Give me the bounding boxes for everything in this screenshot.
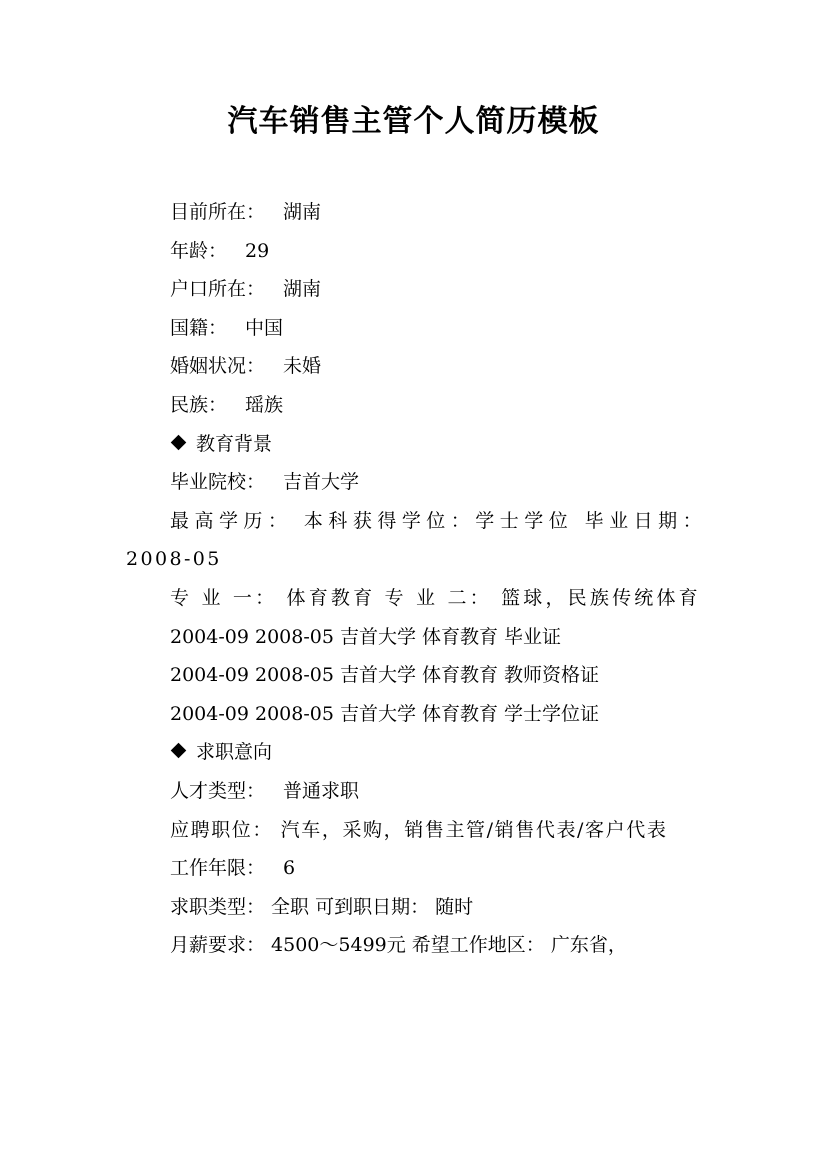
ethnicity-row (126, 386, 704, 425)
talent-type-label: 人才类型： (170, 779, 266, 802)
marital-row (126, 347, 704, 386)
intention-heading-row (126, 733, 704, 772)
education-heading: 教育背景 (196, 432, 273, 455)
nationality-value: 中国 (245, 316, 284, 339)
hukou-label: 户口所在： (170, 278, 266, 301)
location-row (126, 193, 704, 232)
location-label: 目前所在： (170, 201, 266, 223)
school-label: 毕业院校： (170, 471, 266, 494)
age-label: 年龄： (170, 239, 228, 262)
diamond-bullet-icon (171, 743, 187, 759)
diamond-bullet-icon (171, 434, 187, 450)
hukou-value: 湖南 (283, 278, 322, 301)
years-value: 6 (283, 857, 296, 880)
education-record: 2004-09 2008-05 吉首大学 体育教育 毕业证 (170, 625, 562, 648)
ethnicity-value: 瑶族 (245, 393, 284, 416)
school-value: 吉首大学 (283, 471, 360, 494)
talent-type-value: 普通求职 (283, 779, 360, 802)
age-value: 29 (245, 239, 270, 262)
education-heading-row (126, 425, 704, 464)
intention-heading: 求职意向 (196, 741, 273, 764)
school-row (126, 463, 704, 502)
years-row (126, 849, 704, 888)
degree-row: 最高学历： 本科获得学位：学士学位 毕业日期： 2008-05 (126, 509, 704, 571)
education-record: 2004-09 2008-05 吉首大学 体育教育 教师资格证 (170, 664, 600, 687)
education-record: 2004-09 2008-05 吉首大学 体育教育 学士学位证 (170, 702, 600, 725)
nationality-row (126, 309, 704, 348)
marital-label: 婚姻状况： (170, 355, 266, 378)
marital-value: 未婚 (283, 355, 322, 378)
resume-body (126, 193, 704, 965)
position-row: 应聘职位： 汽车，采购，销售主管/销售代表/客户代表 (170, 818, 668, 841)
salary-row: 月薪要求： 4500～5499元 希望工作地区： 广东省， (170, 934, 627, 957)
page-title: 汽车销售主管个人简历模板 (227, 104, 600, 139)
age-row (126, 232, 704, 271)
job-type-row: 求职类型： 全职 可到职日期： 随时 (170, 895, 474, 918)
nationality-label: 国籍： (170, 316, 228, 339)
talent-type-row (126, 772, 704, 811)
ethnicity-label: 民族： (170, 393, 228, 416)
hukou-row (126, 270, 704, 309)
major-row: 专 业 一： 体育教育 专 业 二： 篮球，民族传统体育 (170, 586, 701, 609)
location-value: 湖南 (283, 201, 322, 223)
years-label: 工作年限： (170, 857, 266, 880)
